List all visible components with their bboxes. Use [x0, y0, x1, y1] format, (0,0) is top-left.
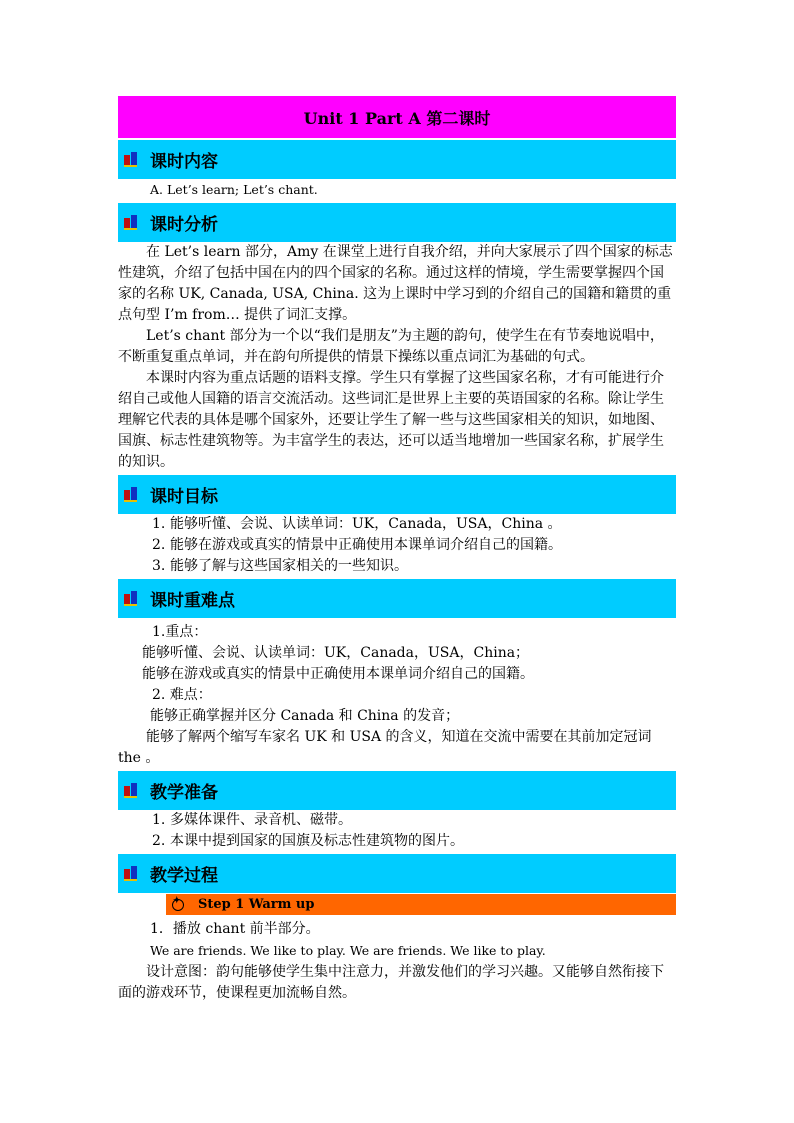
document-title-bar — [118, 96, 676, 138]
section-heading-label: 教学准备 — [150, 783, 218, 803]
list-number: 1. — [152, 812, 166, 828]
section-heading-label: 课时内容 — [150, 152, 218, 172]
chant-text: We are friends. We like to play. We are friends. We like to play. — [150, 943, 546, 958]
book-icon — [124, 866, 138, 882]
section-heading-label: 课时分析 — [150, 215, 218, 235]
content-line: A. Let’s learn; Let’s chant. — [150, 182, 318, 197]
list-item — [118, 514, 676, 535]
key-line: 能够在游戏或真实的情景中正确使用本课单词介绍自己的国籍。 — [142, 666, 534, 682]
difficulty-line: 能够正确掌握并区分 Canada 和 China 的发音； — [150, 708, 460, 724]
book-icon — [124, 152, 138, 168]
step-heading — [166, 894, 676, 915]
book-icon — [124, 215, 138, 231]
analysis-paragraph: 本课时内容为重点话题的语料支撑。学生只有掌握了这些国家名称，才有可能进行介绍自己或他人国籍的语言交流活动。这些词汇是世界上主要的英语国家的名称。除让学生理解它代表的具体是哪个国家外，还要让学生了解一些与这些国家相关的知识，如地图、国旗、标志性建筑物等。为丰富学生的表达，还可以适当地增加一些国家名称，扩展学生的知识。 — [118, 370, 664, 470]
design-note: 设计意图：韵句能够使学生集中注意力，并激发他们的学习兴趣。又能够自然衔接下面的游戏环节，使课程更加流畅自然。 — [118, 964, 664, 1001]
list-text: 能够了解与这些国家相关的一些知识。 — [170, 558, 408, 574]
list-text: 能够在游戏或真实的情景中正确使用本课单词介绍自己的国籍。 — [170, 537, 562, 553]
section-heading-label: 教学过程 — [150, 866, 218, 886]
step-line: 1．播放 chant 前半部分。 — [150, 921, 320, 937]
list-item — [118, 810, 676, 831]
list-number: 2. — [152, 833, 166, 849]
list-text: 本课中提到国家的国旗及标志性建筑物的图片。 — [170, 833, 464, 849]
key-line: 能够听懂、会说、认读单词：UK，Canada，USA，China； — [142, 645, 530, 661]
analysis-paragraph: 在 Let’s learn 部分，Amy 在课堂上进行自我介绍，并向大家展示了四个国家的标志性建筑，介绍了包括中国在内的四个国家的名称。通过这样的情境，学生需要掌握四个国家的名称 UK, Canada, USA, China. 这为上课时中学习到的介绍自己的国籍和籍贯的重点句型 I’m from… 提供了词汇支撑。 — [118, 244, 673, 323]
star-bullet-icon — [172, 899, 184, 911]
list-number: 2. — [152, 537, 166, 553]
book-icon — [124, 591, 138, 607]
section-heading-label: 课时重难点 — [150, 591, 235, 611]
list-item — [118, 831, 676, 852]
lesson-plan-document — [118, 96, 676, 1004]
list-text: 能够听懂、会说、认读单词：UK，Canada，USA，China 。 — [170, 516, 562, 532]
section-heading-process — [118, 854, 676, 893]
key-label: 1.重点： — [152, 624, 208, 640]
difficulty-line: 能够了解两个缩写车家名 UK 和 USA 的含义，知道在交流中需要在其前加定冠词 the 。 — [118, 729, 652, 766]
difficulty-label: 2. 难点： — [152, 687, 212, 703]
section-heading-key-points — [118, 579, 676, 618]
analysis-paragraph: Let’s chant 部分为一个以“我们是朋友”为主题的韵句，使学生在有节奏地说唱中，不断重复重点单词，并在韵句所提供的情景下操练以重点词汇为基础的句式。 — [118, 328, 664, 365]
book-icon — [124, 783, 138, 799]
book-icon — [124, 487, 138, 503]
section-heading-content — [118, 140, 676, 179]
document-title: Unit 1 Part A 第二课时 — [303, 108, 491, 128]
list-text: 多媒体课件、录音机、磁带。 — [170, 812, 352, 828]
section-heading-label: 课时目标 — [150, 487, 218, 507]
section-heading-analysis — [118, 203, 676, 242]
section-heading-preparation — [118, 771, 676, 810]
step-label: Step 1 Warm up — [198, 897, 315, 912]
list-number: 1. — [152, 516, 166, 532]
list-item — [118, 535, 676, 556]
section-heading-goals — [118, 475, 676, 514]
list-item — [118, 556, 676, 577]
list-number: 3. — [152, 558, 166, 574]
